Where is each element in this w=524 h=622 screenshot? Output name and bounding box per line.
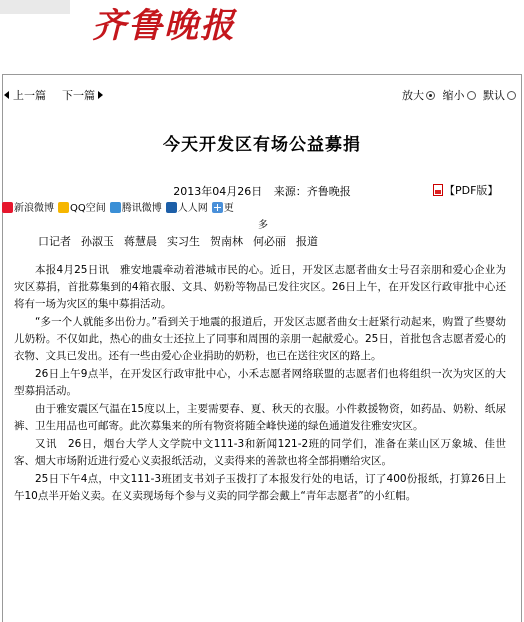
article-source: 来源：齐鲁晚报 — [273, 185, 351, 198]
next-article-label: 下一篇 — [62, 89, 95, 102]
zoom-option-shrink[interactable] — [443, 88, 476, 104]
zoom-shrink-label: 缩小 — [442, 89, 465, 102]
share-more[interactable] — [212, 202, 234, 215]
article-toolbar — [4, 88, 520, 104]
zoom-default-label: 默认 — [483, 89, 505, 102]
share-bar — [2, 202, 238, 215]
weibo-icon — [2, 202, 13, 213]
share-qzone[interactable] — [58, 202, 106, 215]
prev-article-link[interactable] — [4, 88, 46, 104]
article-paragraph: 本报4月25日讯 雅安地震牵动着港城市民的心。近日，开发区志愿者曲女士号召亲朋和爱心企业为灾区募捐，首批募集到的4箱衣服、文具、奶粉等物品已发往灾区。26日上午，在开发区行政审批中心还将有一场为灾区的集中募捐活动。 — [14, 264, 506, 310]
qzone-icon — [58, 202, 69, 213]
renren-icon — [166, 202, 177, 213]
reporter-byline — [38, 233, 328, 249]
zoom-controls — [398, 88, 516, 104]
share-weibo[interactable] — [2, 202, 54, 215]
triangle-left-icon — [4, 91, 9, 99]
byline-item: 实习生 — [167, 235, 200, 248]
article-body — [14, 262, 506, 506]
tencent-weibo-icon — [110, 202, 121, 213]
radio-default[interactable] — [507, 91, 516, 100]
share-qzone-label: QQ空间 — [70, 203, 106, 214]
article-title: 今天开发区有场公益募捐 — [163, 135, 361, 155]
radio-shrink[interactable] — [467, 91, 476, 100]
pdf-version-link[interactable] — [433, 182, 498, 198]
article-paragraph: 又讯 26日，烟台大学人文学院中文111-3和新闻121-2班的同学们，准备在莱山区万象城、佳世客、烟大市场附近进行爱心义卖报纸活动，义卖得来的善款也将全部捐赠给灾区。 — [14, 438, 506, 467]
article-paragraph: 由于雅安震区气温在15度以上，主要需要春、夏、秋天的衣服。小件救援物资，如药品、奶粉、纸尿裤、卫生用品也可邮寄。此次募集来的所有物资将随全峰快递的绿色通道发往雅安灾区。 — [14, 403, 506, 432]
zoom-label: 放大 — [402, 89, 424, 102]
watermark-strip — [0, 0, 70, 14]
prev-article-label: 上一篇 — [13, 89, 46, 102]
share-weibo-label: 新浪微博 — [14, 203, 54, 214]
plus-icon — [212, 202, 223, 213]
pdf-icon — [433, 184, 443, 196]
article-paragraph: 25日下午4点，中文111-3班团支书刘子玉拨打了本报发行处的电话，订了400份报纸，打算26日上午10点半开始义卖。在义卖现场每个参与义卖的同学都会戴上“青年志愿者”的小红帽。 — [14, 473, 506, 502]
publish-date: 2013年04月26日 — [173, 185, 263, 198]
next-article-link[interactable] — [62, 88, 103, 104]
byline-item: 口记者 — [38, 235, 71, 248]
share-renren[interactable] — [166, 202, 208, 215]
byline-item: 何必丽 — [253, 235, 286, 248]
radio-enlarge[interactable] — [426, 91, 435, 100]
share-more-label-tail: 多 — [258, 220, 268, 231]
share-more-label: 更 — [223, 203, 234, 214]
zoom-option-default[interactable] — [483, 88, 516, 104]
pdf-label: 【PDF版】 — [444, 184, 499, 197]
newspaper-logo: 齐鲁晚报 — [92, 6, 236, 46]
article-paragraph: 26日上午9点半，在开发区行政审批中心，小禾志愿者网络联盟的志愿者们也将组织一次为灾区的大型募捐活动。 — [14, 368, 506, 397]
byline-item: 蒋慧晨 — [124, 235, 157, 248]
byline-item: 报道 — [296, 235, 318, 248]
triangle-right-icon — [98, 91, 103, 99]
byline-item: 贺南林 — [210, 235, 243, 248]
byline-item: 孙淑玉 — [81, 235, 114, 248]
article-paragraph: “多一个人就能多出份力。”看到关于地震的报道后，开发区志愿者曲女士赶紧行动起来，购置了些婴幼儿奶粉。不仅如此，热心的曲女士还拉上了同事和周围的亲朋一起献爱心。25日，首批包含志愿者爱心的衣物、文具已发出。还有一些由爱心企业捐助的奶粉，也已在送往灾区的路上。 — [14, 316, 506, 362]
zoom-option-enlarge[interactable] — [402, 88, 435, 104]
share-renren-label: 人人网 — [177, 203, 208, 214]
masthead — [0, 0, 524, 56]
share-tencent-weibo[interactable] — [110, 202, 162, 215]
share-tencent-label: 腾讯微博 — [121, 203, 162, 214]
